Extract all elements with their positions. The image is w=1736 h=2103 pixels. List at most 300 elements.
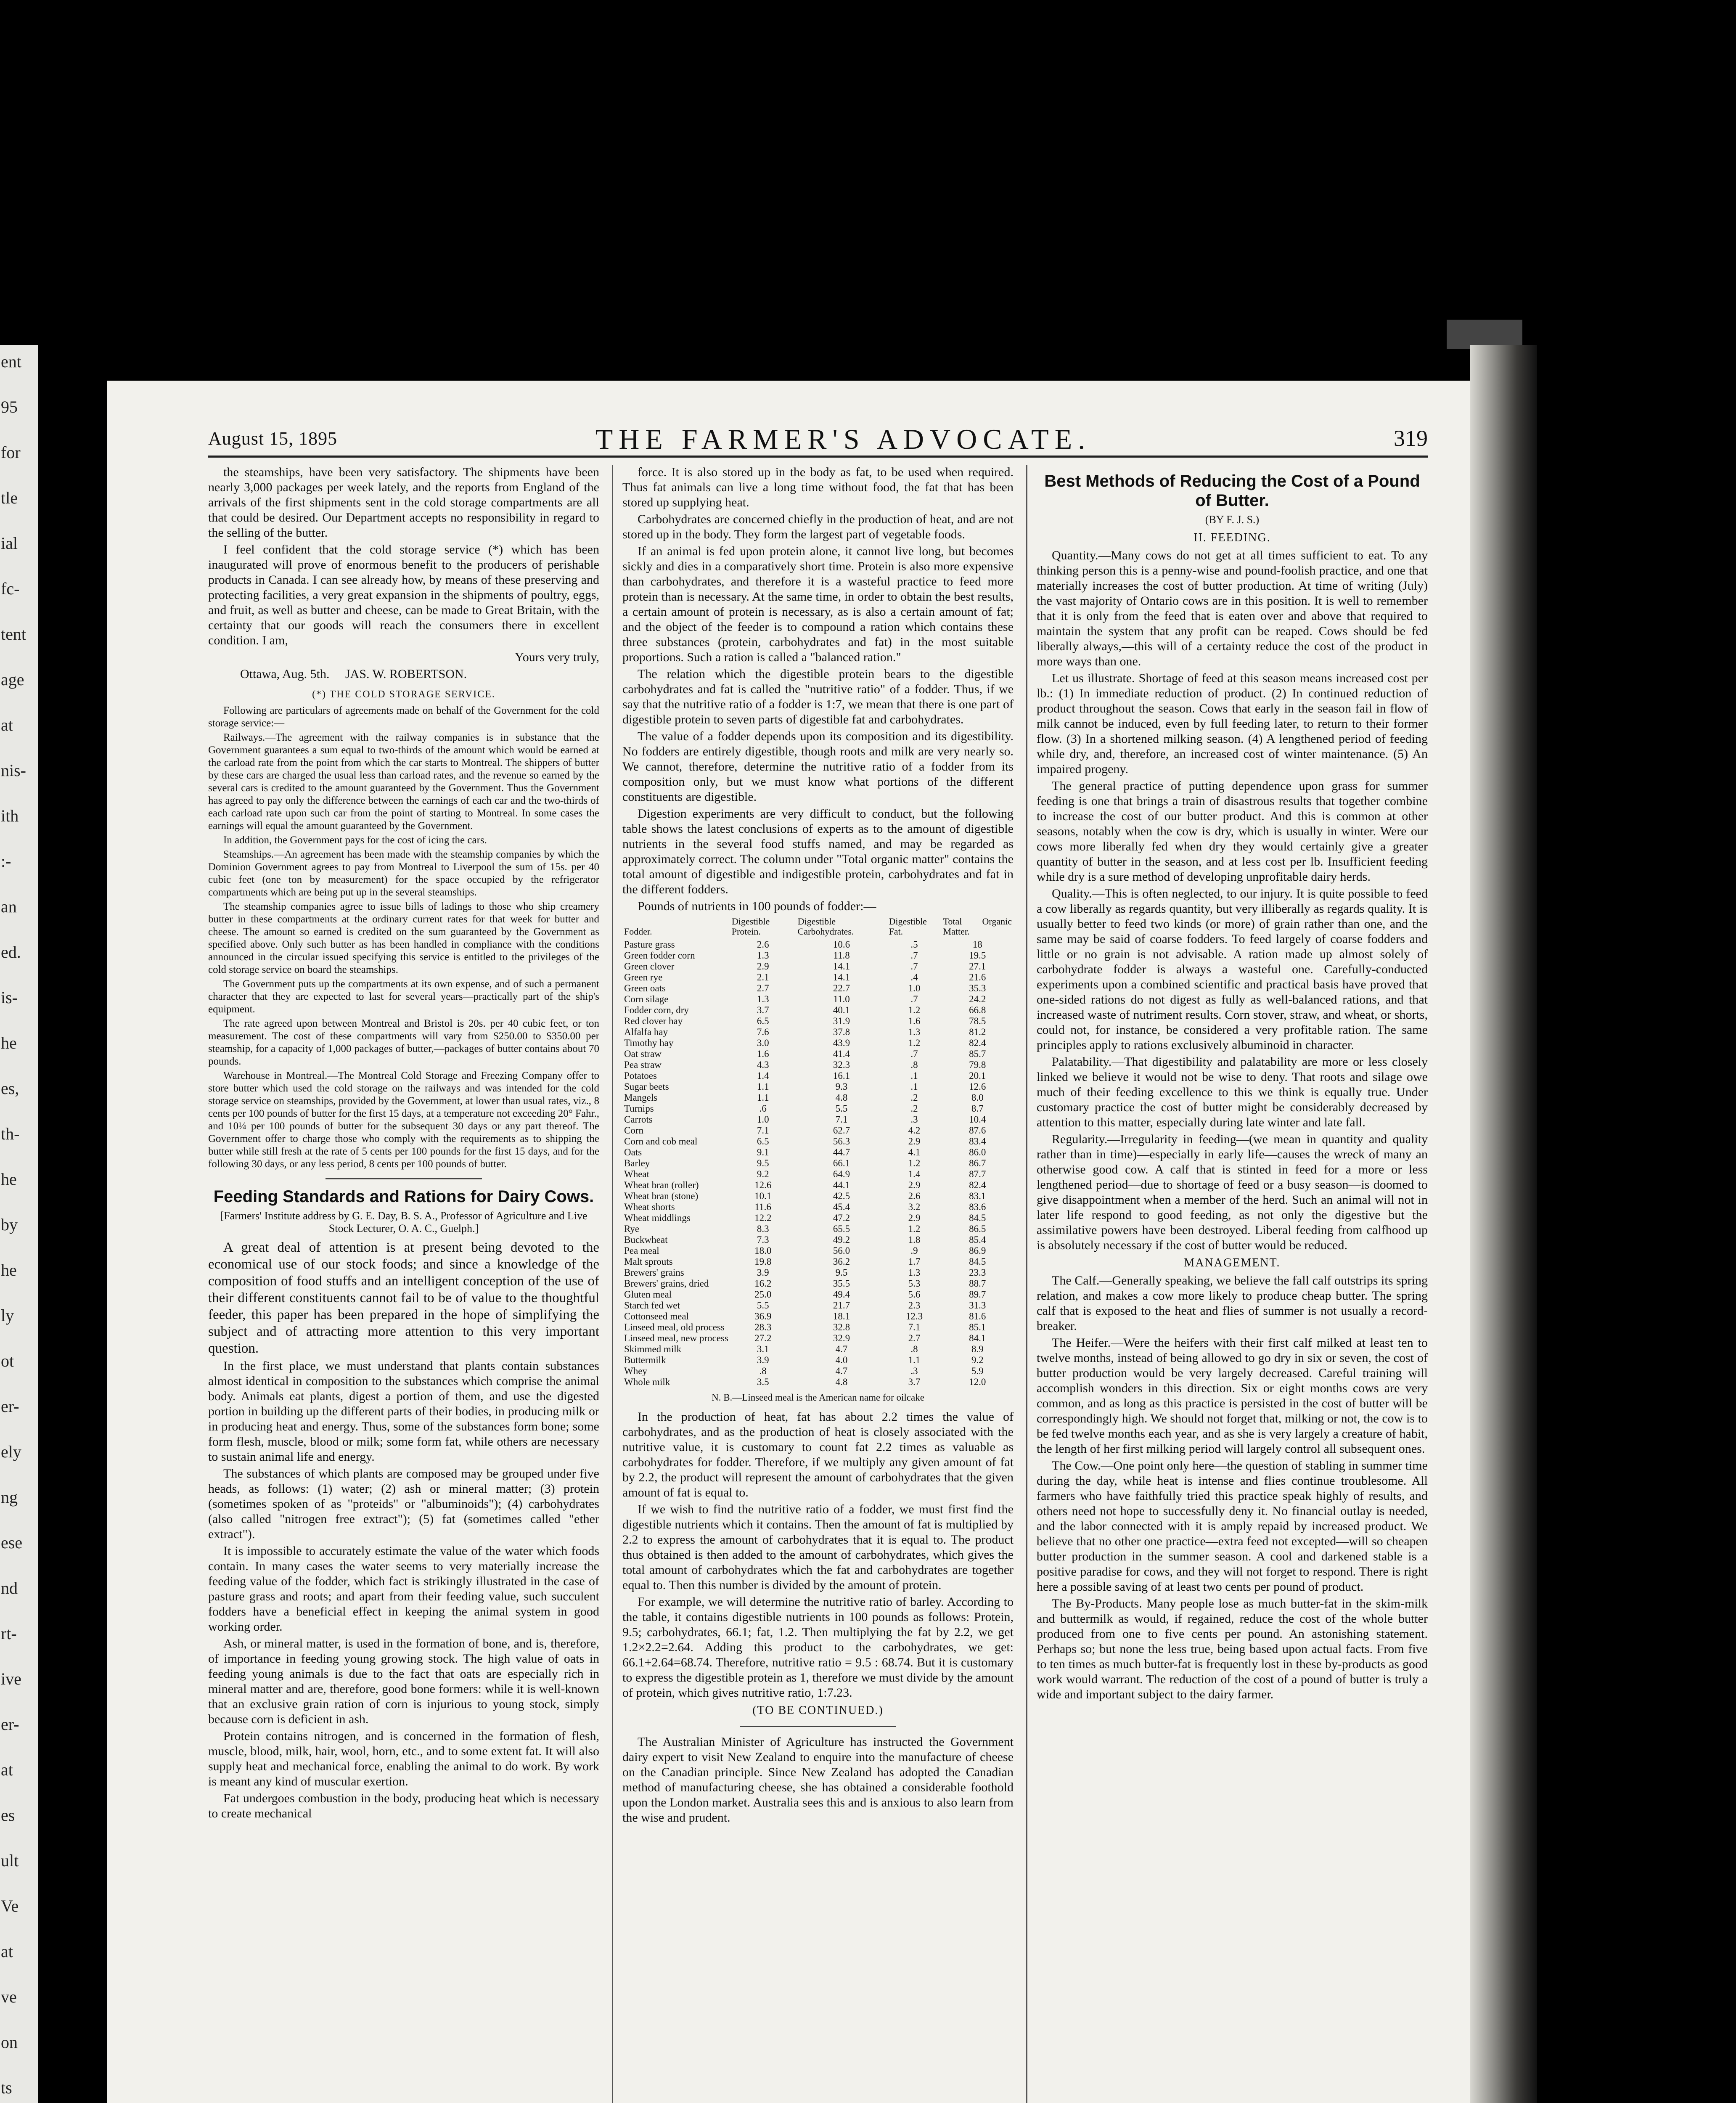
paragraph: Fat undergoes combustion in the body, producing heat which is necessary to create mechanical <box>208 1791 599 1820</box>
fodder-name-cell: Oats <box>624 1147 642 1157</box>
table-row <box>622 1311 1014 1322</box>
value-cell: 83.4 <box>969 1136 986 1147</box>
value-cell: 43.9 <box>833 1038 850 1048</box>
value-cell: 4.1 <box>908 1147 921 1157</box>
value-cell: .7 <box>910 950 918 961</box>
value-cell: 19.5 <box>969 950 986 961</box>
value-cell: 66.1 <box>833 1158 850 1168</box>
value-cell: 83.6 <box>969 1202 986 1212</box>
margin-fragment: at <box>1 1942 13 1961</box>
value-cell: 6.5 <box>757 1136 769 1147</box>
value-cell: 1.2 <box>908 1224 921 1234</box>
fodder-name-cell: Starch fed wet <box>624 1300 680 1311</box>
value-cell: 9.2 <box>971 1355 984 1365</box>
table-row <box>622 1103 1014 1114</box>
column-header: Digestible Fat. <box>889 916 927 937</box>
value-cell: 1.3 <box>757 950 769 961</box>
note-paragraph: In addition, the Government pays for the cost of icing the cars. <box>223 834 487 846</box>
table-row <box>622 1289 1014 1300</box>
value-cell: 1.3 <box>757 994 769 1004</box>
value-cell: 4.8 <box>835 1092 848 1103</box>
paragraph: Ash, or mineral matter, is used in the formation of bone, and is, therefore, of importance in feeding young growing stock. The high value of oats in feeding young animals is due to the fact that oats are especially rich in mineral matter and are, therefore, good bone formers: while it is well-known that an exclusive grain ration of corn is injurious to young stock, simply because corn is deficient in ash. <box>208 1637 599 1726</box>
value-cell: .1 <box>910 1081 918 1092</box>
fodder-name-cell: Buckwheat <box>624 1234 668 1245</box>
fodder-name-cell: Fodder corn, dry <box>624 1005 689 1015</box>
column-2 <box>622 465 1014 2103</box>
margin-fragment: is- <box>1 988 18 1007</box>
value-cell: 6.5 <box>757 1016 769 1026</box>
value-cell: .8 <box>910 1059 918 1070</box>
value-cell: 12.0 <box>969 1377 986 1387</box>
value-cell: 14.1 <box>833 961 850 972</box>
note-paragraph: The rate agreed upon between Montreal and Bristol is 20s. per 40 cubic feet, or ton measurement. The cost of these compartments will vary from $250.00 to $350.00 per steamship, for a capacity of 1,000 packages of butter,—packages of butter contains about 70 pounds. <box>208 1018 599 1067</box>
value-cell: 28.3 <box>754 1322 772 1332</box>
value-cell: 85.1 <box>969 1322 986 1332</box>
table-row <box>622 1245 1014 1256</box>
paragraph: I feel confident that the cold storage service (*) which has been inaugurated will prove of enormous benefit to the producers of perishable products in Canada. I can see already how, by means of these preserving and protecting facilities, a very great expansion in the shipments of poultry, eggs, and fruit, as well as butter and cheese, can be made to Great Britain, with the certainty that our goods will reach the consumers there in excellent condition. I am, <box>208 543 599 647</box>
margin-fragment: ive <box>1 1669 21 1688</box>
column-rule <box>612 465 613 2103</box>
value-cell: 37.8 <box>833 1027 850 1037</box>
value-cell: 8.9 <box>971 1344 984 1354</box>
value-cell: 4.7 <box>835 1344 848 1354</box>
paragraph: The By-Products. Many people lose as much butter-fat in the skim-milk and buttermilk as would, if regained, reduce the cost of the whole butter produced from one to five cents per pound. An astonishing statement. Perhaps so; but none the less true, being based upon actual facts. From five to ten times as much butter-fat is frequently lost in these by-products as good work would warrant. The reduction of the cost of a pound of butter is truly a wide and important subject to the dairy farmer. <box>1037 1597 1428 1701</box>
fodder-name-cell: Linseed meal, old process <box>624 1322 725 1332</box>
section-divider <box>326 1178 482 1179</box>
paragraph: The general practice of putting dependence upon grass for summer feeding is one that brings a train of disastrous results that together combine to increase the cost of our butter product. And this is common at other seasons, notably when the cow is dry, which is usually in winter. Were our cows more liberally fed when dry they would certainly give a greater quantity of butter in the season, and at less cost per lb. Insufficient feeding while dry is a sure method of developing unprofitable dairy herds. <box>1037 779 1428 884</box>
margin-fragment: er- <box>1 1397 19 1416</box>
value-cell: 9.1 <box>757 1147 769 1157</box>
value-cell: 85.7 <box>969 1049 986 1059</box>
paragraph: In the first place, we must understand that plants contain substances almost identical in composition to the substances which comprise the animal body. Animals eat plants, digest a portion of them, and use the digested portion in building up the different parts of their bodies, in producing milk or in producing heat and energy. Thus, some of the substances form bone; some form flesh, muscle, blood or milk; some form fat, while others are necessary to sustain animal life and energy. <box>208 1359 599 1464</box>
value-cell: 1.0 <box>757 1114 769 1125</box>
value-cell: 24.2 <box>969 994 986 1004</box>
note-paragraph: The steamship companies agree to issue bills of ladings to those who ship creamery butter in these compartments at the ordinary current rates for that week for butter and cheese. The amount so earned is credited on the sum guaranteed by the Government as specified above. Only such butter as has been handled in compliance with the conditions announced in the circular issued specifying this service is entitled to the privileges of the cold storage service on board the steamships. <box>208 901 599 975</box>
value-cell: 2.1 <box>757 972 769 983</box>
fodder-name-cell: Green clover <box>624 961 675 972</box>
paragraph: Palatability.—That digestibility and palatability are more or less closely linked we believe it would not be wise to deny. That roots and silage owe much of their feeding excellence to this we think is equally true. Under customary practice the cost of butter might be considerably decreased by attention to this matter, especially during late winter and late fall. <box>1037 1055 1428 1129</box>
value-cell: 9.3 <box>835 1081 848 1092</box>
page-number: 319 <box>1394 426 1428 451</box>
value-cell: 25.0 <box>754 1289 772 1300</box>
value-cell: 66.8 <box>969 1005 986 1015</box>
margin-fragment: ely <box>1 1442 21 1461</box>
margin-fragment: ed. <box>1 943 21 961</box>
fodder-name-cell: Corn <box>624 1125 643 1136</box>
fodder-name-cell: Wheat shorts <box>624 1202 675 1212</box>
value-cell: 1.2 <box>908 1038 921 1048</box>
table-row <box>622 1300 1014 1311</box>
value-cell: 2.3 <box>908 1300 921 1311</box>
value-cell: 82.4 <box>969 1038 986 1048</box>
margin-fragment: Ve <box>1 1896 19 1915</box>
fodder-name-cell: Oat straw <box>624 1049 662 1059</box>
note-paragraph: Following are particulars of agreements made on behalf of the Government for the cold storage service:— <box>208 705 599 729</box>
value-cell: 1.1 <box>908 1355 921 1365</box>
value-cell: 36.2 <box>833 1256 850 1267</box>
margin-fragment: ith <box>1 806 19 825</box>
value-cell: 3.7 <box>908 1377 921 1387</box>
table-row <box>622 1158 1014 1169</box>
value-cell: 4.0 <box>835 1355 848 1365</box>
value-cell: 41.4 <box>833 1049 850 1059</box>
table-row <box>622 1256 1014 1267</box>
value-cell: 3.7 <box>757 1005 769 1015</box>
margin-fragment: at <box>1 715 13 734</box>
value-cell: 11.8 <box>833 950 850 961</box>
margin-fragment: he <box>1 1170 17 1189</box>
value-cell: 2.9 <box>908 1213 921 1223</box>
table-row <box>622 1049 1014 1059</box>
fodder-name-cell: Buttermilk <box>624 1355 666 1365</box>
column-3 <box>1037 465 1428 2103</box>
value-cell: 3.1 <box>757 1344 769 1354</box>
table-header-row <box>622 916 1014 939</box>
margin-fragment: on <box>1 2033 18 2052</box>
value-cell: 8.7 <box>971 1103 984 1114</box>
fodder-name-cell: Cottonseed meal <box>624 1311 689 1322</box>
margin-fragment: ult <box>1 1851 19 1870</box>
value-cell: 45.4 <box>833 1202 850 1212</box>
value-cell: .8 <box>910 1344 918 1354</box>
value-cell: 1.2 <box>908 1158 921 1168</box>
margin-fragment: 95 <box>1 397 18 416</box>
value-cell: 11.0 <box>833 994 850 1004</box>
value-cell: 84.5 <box>969 1256 986 1267</box>
paragraph: For example, we will determine the nutritive ratio of barley. According to the table, it contains digestible nutrients in 100 pounds as follows: Protein, 9.5; carbohydrates, 66.1; fat, 1.2. Then multiplying the fat by 2.2, we get 1.2×2.2=2.64. Adding this product to the carbohydrates, we get: 66.1+2.64=68.74. Therefore, nutritive ratio = 9.5 : 68.74. But it is customary to express the digestible protein as 1, therefore we must divide by the amount of protein, which gives nutritive ratio, 1:7.23. <box>622 1595 1014 1700</box>
value-cell: 88.7 <box>969 1278 986 1289</box>
value-cell: 49.4 <box>833 1289 850 1300</box>
letter-closing: Yours very truly, <box>515 650 599 664</box>
table-row <box>622 1016 1014 1027</box>
value-cell: 84.5 <box>969 1213 986 1223</box>
value-cell: 3.5 <box>757 1377 769 1387</box>
value-cell: 1.3 <box>908 1267 921 1278</box>
value-cell: 56.0 <box>833 1245 850 1256</box>
value-cell: 7.1 <box>908 1322 921 1332</box>
value-cell: 22.7 <box>833 983 850 993</box>
paragraph: the steamships, have been very satisfactory. The shipments have been nearly 3,000 packages per week lately, and the reports from England of the arrivals of the first shipments sent in the cold storage compartments are all that could be desired. Our Department accepts no responsibility in regard to the selling of the butter. <box>208 465 599 540</box>
fodder-name-cell: Corn and cob meal <box>624 1136 698 1147</box>
value-cell: .7 <box>910 994 918 1004</box>
table-row <box>622 1070 1014 1081</box>
table-row <box>622 994 1014 1005</box>
table-row <box>622 1005 1014 1016</box>
value-cell: 9.5 <box>757 1158 769 1168</box>
paragraph: The Heifer.—Were the heifers with their first calf milked at least ten to twelve months, instead of being allowed to go dry in six or seven, the cost of butter production would be very largely decreased. Careful training will accomplish wonders in this direction. Six or eight months cows are very common, and as long as this practice is persisted in the cost of butter will be correspondingly high. We should not forget that, milking or not, the cow is to be fed twelve months each year, and as she is very largely a creature of habit, the length of her first milking period will largely control all subsequent ones. <box>1037 1336 1428 1456</box>
value-cell: 1.7 <box>908 1256 921 1267</box>
letter-body <box>208 465 599 682</box>
value-cell: 2.9 <box>908 1180 921 1190</box>
column-header: Digestible Carbohydrates. <box>797 916 854 937</box>
fodder-name-cell: Red clover hay <box>624 1016 683 1026</box>
column-header: Digestible Protein. <box>731 916 770 937</box>
fodder-name-cell: Wheat bran (stone) <box>624 1191 699 1201</box>
fodder-name-cell: Timothy hay <box>624 1038 674 1048</box>
table-row <box>622 1114 1014 1125</box>
article-body <box>208 1359 599 1821</box>
margin-fragment: tent <box>1 625 26 644</box>
note-caption: (*) THE COLD STORAGE SERVICE. <box>312 689 495 700</box>
value-cell: .8 <box>759 1366 767 1376</box>
table-row <box>622 1191 1014 1202</box>
value-cell: 85.4 <box>969 1234 986 1245</box>
value-cell: 9.5 <box>835 1267 848 1278</box>
table-row <box>622 1213 1014 1224</box>
value-cell: 21.7 <box>833 1300 850 1311</box>
lead-paragraph: A great deal of attention is at present being devoted to the economical use of our stock foods; and since a knowledge of the composition of food stuffs and an intelligent conception of the use of their different constituents cannot fail to be of value to the thoughtful feeder, this paper has been prepared in the hope of simplifying the subject and of attracting more attention to this very important question. <box>208 1240 599 1356</box>
paragraph: Quality.—This is often neglected, to our injury. It is quite possible to feed a cow liberally as regards quantity, but very illiberally as regards quality. It is usually better to feed two kinds (or more) of grain rather than one, and the same may be said of coarse fodders. To feed largely of coarse fodders and little or no grain is not advisable. A ration made up almost solely of carbohydrate fodder is always a wasteful one. Carefully-conducted experiments upon a combined scientific and practical basis have proved that one-sided rations do not digest as fully as well-balanced rations, and that increased waste of nutriment results. Corn stover, straw, and wheat, or shorts, could not, for instance, be considered a very profitable ration. The same principles apply to rations exclusively albuminoid in character. <box>1037 887 1428 1052</box>
value-cell: 18.1 <box>833 1311 850 1322</box>
value-cell: 21.6 <box>969 972 986 983</box>
margin-fragment: by <box>1 1215 18 1234</box>
value-cell: 7.1 <box>835 1114 848 1125</box>
value-cell: .3 <box>910 1114 918 1125</box>
header-rule <box>208 456 1428 458</box>
value-cell: 87.6 <box>969 1125 986 1136</box>
value-cell: 35.3 <box>969 983 986 993</box>
value-cell: 12.2 <box>754 1213 772 1223</box>
fodder-name-cell: Carrots <box>624 1114 653 1125</box>
margin-fragment: he <box>1 1033 17 1052</box>
table-row <box>622 1059 1014 1070</box>
value-cell: 83.1 <box>969 1191 986 1201</box>
table-row <box>622 1038 1014 1049</box>
value-cell: 3.2 <box>908 1202 921 1212</box>
table-row <box>622 1322 1014 1333</box>
table-row <box>622 1377 1014 1388</box>
value-cell: 2.9 <box>908 1136 921 1147</box>
value-cell: 2.9 <box>757 961 769 972</box>
section-heading: MANAGEMENT. <box>1184 1256 1281 1269</box>
value-cell: 16.2 <box>754 1278 772 1289</box>
margin-fragment: nis- <box>1 761 26 780</box>
margin-fragment: ese <box>1 1533 23 1552</box>
fodder-name-cell: Rye <box>624 1224 640 1234</box>
fodder-name-cell: Green rye <box>624 972 663 983</box>
value-cell: 44.7 <box>833 1147 850 1157</box>
continued-notice: (TO BE CONTINUED.) <box>752 1704 884 1717</box>
value-cell: 2.6 <box>908 1191 921 1201</box>
value-cell: .1 <box>910 1070 918 1081</box>
note-paragraph: Railways.—The agreement with the railway companies is in substance that the Government guarantees a sum equal to two-thirds of the amount which would be earned at the carload rate from the point from which the car starts to Montreal. The shippers of butter by these cars are charged the usual less than carload rates, and the revenue so earned by the several cars is credited to the amount guaranteed by the Government. Thus the Government has agreed to pay only the difference between the earnings of each car and the two-thirds of each carload rate upon such car from the point of starting to Montreal. In some cases the earnings will equal the amount guaranteed by the Government. <box>208 732 599 832</box>
value-cell: 86.5 <box>969 1224 986 1234</box>
value-cell: 65.5 <box>833 1224 850 1234</box>
value-cell: 47.2 <box>833 1213 850 1223</box>
value-cell: 56.3 <box>833 1136 850 1147</box>
table-row <box>622 972 1014 983</box>
fodder-name-cell: Whey <box>624 1366 647 1376</box>
fodder-name-cell: Skimmed milk <box>624 1344 682 1354</box>
value-cell: 78.5 <box>969 1016 986 1026</box>
value-cell: 86.7 <box>969 1158 986 1168</box>
value-cell: 8.3 <box>757 1224 769 1234</box>
value-cell: .4 <box>910 972 918 983</box>
column-rule <box>1026 465 1027 2103</box>
margin-fragment: ts <box>1 2078 12 2097</box>
value-cell: 18.0 <box>754 1245 772 1256</box>
value-cell: 42.5 <box>833 1191 850 1201</box>
margin-fragment: ot <box>1 1351 14 1370</box>
value-cell: 3.9 <box>757 1267 769 1278</box>
value-cell: 32.8 <box>833 1322 850 1332</box>
margin-fragment: th- <box>1 1124 20 1143</box>
paragraph: The value of a fodder depends upon its composition and its digestibility. No fodders are entirely digestible, though roots and milk are very nearly so. We cannot, therefore, determine the nutritive ratio of a fodder from its composition only, but we must know what portions of the different constituents are digestible. <box>622 729 1014 804</box>
fodder-name-cell: Pea straw <box>624 1059 662 1070</box>
table-row <box>622 1234 1014 1245</box>
table-row <box>622 1267 1014 1278</box>
paragraph: Protein contains nitrogen, and is concerned in the formation of flesh, muscle, blood, milk, hair, wool, horn, etc., and to some extent fat. It will also supply heat and mechanical force, enabling the animal to do work. By work is meant any kind of muscular exertion. <box>208 1729 599 1788</box>
value-cell: 9.2 <box>757 1169 769 1179</box>
table-row <box>622 1355 1014 1366</box>
table-row <box>622 1092 1014 1103</box>
value-cell: 19.8 <box>754 1256 772 1267</box>
masthead-title: THE FARMER'S ADVOCATE. <box>595 423 1091 455</box>
value-cell: 7.3 <box>757 1234 769 1245</box>
value-cell: 27.1 <box>969 961 986 972</box>
sign-name: JAS. W. ROBERTSON. <box>345 667 467 681</box>
table-row <box>622 939 1014 950</box>
newspaper-page <box>107 381 1470 2103</box>
table-row <box>622 1027 1014 1038</box>
value-cell: .7 <box>910 961 918 972</box>
margin-fragment: :- <box>1 852 11 871</box>
column-header: Fodder. <box>624 926 652 937</box>
paragraph: The substances of which plants are composed may be grouped under five heads, as follows: (1) water; (2) ash or mineral matter; (3) protein (sometimes spoken of as "proteids" or "albuminoids"); (4) carbohydrates (also called "nitrogen free extract"); (5) fat (sometimes called "ether extract"). <box>208 1467 599 1541</box>
table-row <box>622 983 1014 994</box>
column-1 <box>208 465 599 2103</box>
value-cell: 36.9 <box>754 1311 772 1322</box>
value-cell: 4.3 <box>757 1059 769 1070</box>
value-cell: 84.1 <box>969 1333 986 1343</box>
paragraph: Regularity.—Irregularity in feeding—(we mean in quantity and quality rather than in time)—especially in early life—causes the wreck of many an otherwise good cow. A calf that is stinted in feed for a more or less lengthened period—due to shortage of feed or a busy season—is doomed to give disappointment when a member of the herd. Such an animal will not in later life respond to good feeding, as not only the digestive but the assimilative powers have been destroyed. Liberal feeding from calfhood up is absolutely necessary if the cost of butter would be reduced. <box>1037 1132 1428 1252</box>
value-cell: 5.5 <box>835 1103 848 1114</box>
value-cell: 1.6 <box>757 1049 769 1059</box>
value-cell: 12.6 <box>969 1081 986 1092</box>
table-row <box>622 1169 1014 1180</box>
margin-fragment: an <box>1 897 17 916</box>
table-row <box>622 950 1014 961</box>
fodder-name-cell: Gluten meal <box>624 1289 672 1300</box>
value-cell: 7.6 <box>757 1027 769 1037</box>
margin-fragment: ent <box>1 352 21 371</box>
value-cell: 5.3 <box>908 1278 921 1289</box>
margin-fragment: age <box>1 670 24 689</box>
table-row <box>622 1344 1014 1355</box>
fodder-name-cell: Wheat bran (roller) <box>624 1180 699 1190</box>
fodder-name-cell: Corn silage <box>624 994 669 1004</box>
note-paragraph: The Government puts up the compartments at its own expense, and of such a permanent character that they are expected to last for several years—practically part of the ship's equipment. <box>208 978 599 1015</box>
value-cell: 11.6 <box>754 1202 771 1212</box>
margin-fragment: ial <box>1 534 18 553</box>
article-byline: (BY F. J. S.) <box>1205 514 1260 526</box>
paragraph: If we wish to find the nutritive ratio of a fodder, we must first find the digestible nutrients which it contains. Then the amount of fat is multiplied by 2.2 to express the amount of carbohydrates that it is equal to. The product thus obtained is then added to the amount of carbohydrates, which gives the total amount of carbohydrates which the fat and carbohydrates are together equal to. Then this number is divided by the amount of protein. <box>622 1502 1014 1592</box>
issue-date: August 15, 1895 <box>208 428 338 449</box>
value-cell: 20.1 <box>969 1070 986 1081</box>
fodder-name-cell: Pea meal <box>624 1245 659 1256</box>
margin-fragment: es <box>1 1806 15 1825</box>
nutrients-table <box>622 916 1014 1388</box>
value-cell: 62.7 <box>833 1125 850 1136</box>
note-paragraph: Steamships.—An agreement has been made with the steamship companies by which the Dominion Government agrees to pay from Montreal to Liverpool the sum of 15s. per 40 cubic feet (one ton by measurement) for the space occupied by the refrigerator compartments which are being put up in the several steamships. <box>208 849 599 898</box>
value-cell: 1.2 <box>908 1005 921 1015</box>
fodder-name-cell: Brewers' grains, dried <box>624 1278 709 1289</box>
fodder-name-cell: Green oats <box>624 983 666 993</box>
value-cell: 79.8 <box>969 1059 986 1070</box>
paragraph: Let us illustrate. Shortage of feed at this season means increased cost per lb.: (1) In immediate reduction of product. (2) In continued reduction of product throughout the season. Cows that early in the season fail in flow of milk cannot be induced, even by full feeding later, to return to their former flow. (3) In a shortened milking season. (4) A lengthened period of feeding while dry, and, therefore, an increased cost of winter maintenance. (5) An impaired progeny. <box>1037 671 1428 776</box>
value-cell: 12.3 <box>905 1311 923 1322</box>
value-cell: 1.4 <box>908 1169 921 1179</box>
note-paragraph: Warehouse in Montreal.—The Montreal Cold Storage and Freezing Company offer to store butter which used the cold storage on the railways and was intended for the cold storage service on steamships, provided by the Government, at lower than usual rates, viz., 8 cents per 100 pounds of butter for the first 15 days, at a temperature not exceeding 20° Fahr., and 10¼ per 100 pounds of butter for the subsequent 30 days or any part thereof. The Government offer to charge those who comply with the requirements as to shipping the butter while still fresh at the rate of 5 cents per 100 pounds for the first 15 days, and for the following 30 days, or any less period, 8 cents per 100 pounds of butter. <box>208 1070 599 1170</box>
value-cell: 10.4 <box>969 1114 986 1125</box>
previous-page-margin <box>0 345 38 2103</box>
value-cell: 86.0 <box>969 1147 986 1157</box>
value-cell: 8.0 <box>971 1092 984 1103</box>
margin-fragment: ly <box>1 1306 14 1325</box>
table-row <box>622 1224 1014 1234</box>
table-row <box>622 1180 1014 1191</box>
fodder-name-cell: Linseed meal, new process <box>624 1333 728 1343</box>
value-cell: 64.9 <box>833 1169 850 1179</box>
value-cell: 1.1 <box>757 1081 769 1092</box>
page-binding <box>1470 345 1537 2103</box>
value-cell: 23.3 <box>969 1267 986 1278</box>
value-cell: .6 <box>759 1103 767 1114</box>
value-cell: 14.1 <box>833 972 850 983</box>
paragraph: The relation which the digestible protein bears to the digestible carbohydrates and fat is called the "nutritive ratio" of a fodder. Thus, if we say that the nutritive ratio of a fodder is 1:7, we mean that there is one part of digestible protein to seven parts of digestible fat and carbohydrates. <box>622 667 1014 726</box>
paragraph: force. It is also stored up in the body as fat, to be used when required. Thus fat animals can live a long time without food, the fat that has been stored up supplying heat. <box>622 465 1014 509</box>
margin-fragment: for <box>1 443 21 462</box>
value-cell: 87.7 <box>969 1169 986 1179</box>
fodder-name-cell: Barley <box>624 1158 650 1168</box>
fodder-name-cell: Alfalfa hay <box>624 1027 668 1037</box>
article-title: Feeding Standards and Rations for Dairy Cows. <box>213 1187 594 1206</box>
value-cell: 40.1 <box>833 1005 850 1015</box>
fodder-name-cell: Mangels <box>624 1092 658 1103</box>
news-item: The Australian Minister of Agriculture has instructed the Government dairy expert to visit New Zealand to enquire into the manufacture of cheese on the Canadian principle. Since New Zealand has adopted the Canadian method of manufacturing cheese, she has obtained a considerable foothold upon the London market. Australia sees this and is anxious to also learn from the wise and prudent. <box>622 1735 1014 1825</box>
value-cell: 89.7 <box>969 1289 986 1300</box>
value-cell: 5.6 <box>908 1289 921 1300</box>
margin-fragment: at <box>1 1760 13 1779</box>
table-note: N. B.—Linseed meal is the American name for oilcake <box>712 1392 924 1403</box>
margin-fragment: he <box>1 1261 17 1279</box>
value-cell: 4.2 <box>908 1125 921 1136</box>
table-row <box>622 1202 1014 1213</box>
fodder-name-cell: Green fodder corn <box>624 950 695 961</box>
table-intro: Pounds of nutrients in 100 pounds of fodder:— <box>638 899 876 913</box>
fodder-name-cell: Brewers' grains <box>624 1267 684 1278</box>
margin-fragment: es, <box>1 1079 19 1098</box>
value-cell: 5.9 <box>971 1366 984 1376</box>
value-cell: 2.7 <box>908 1333 921 1343</box>
value-cell: 32.3 <box>833 1059 850 1070</box>
section-divider <box>740 1726 896 1727</box>
paragraph: It is impossible to accurately estimate the value of the water which foods contain. In many cases the water seems to very materially increase the feeding value of the fodder, which fact is strikingly illustrated in the case of pasture grass and roots; and apart from their feeding value, such succulent fodders have a beneficial effect in keeping the animal system in good working order. <box>208 1544 599 1634</box>
margin-fragment: tle <box>1 488 18 507</box>
value-cell: 44.1 <box>833 1180 850 1190</box>
article-byline: [Farmers' Institute address by G. E. Day, B. S. A., Professor of Agriculture and Live Stock Lecturer, O. A. C., Guelph.] <box>220 1210 587 1234</box>
letter-signature <box>208 667 599 682</box>
section-heading: II. FEEDING. <box>1194 531 1271 544</box>
value-cell: 5.5 <box>757 1300 769 1311</box>
fodder-name-cell: Sugar beets <box>624 1081 669 1092</box>
sign-place: Ottawa, Aug. 5th. <box>240 667 330 681</box>
value-cell: 4.7 <box>835 1366 848 1376</box>
paragraph: Carbohydrates are concerned chiefly in the production of heat, and are not stored up in the body. They form the largest part of vegetable foods. <box>622 512 1014 541</box>
value-cell: 49.2 <box>833 1234 850 1245</box>
value-cell: 4.8 <box>835 1377 848 1387</box>
paragraph: The Calf.—Generally speaking, we believe the fall calf outstrips its spring relation, and makes a cow more likely to produce cheap butter. The spring calf that is exposed to the heat and flies of summer is not usually a record-breaker. <box>1037 1274 1428 1333</box>
